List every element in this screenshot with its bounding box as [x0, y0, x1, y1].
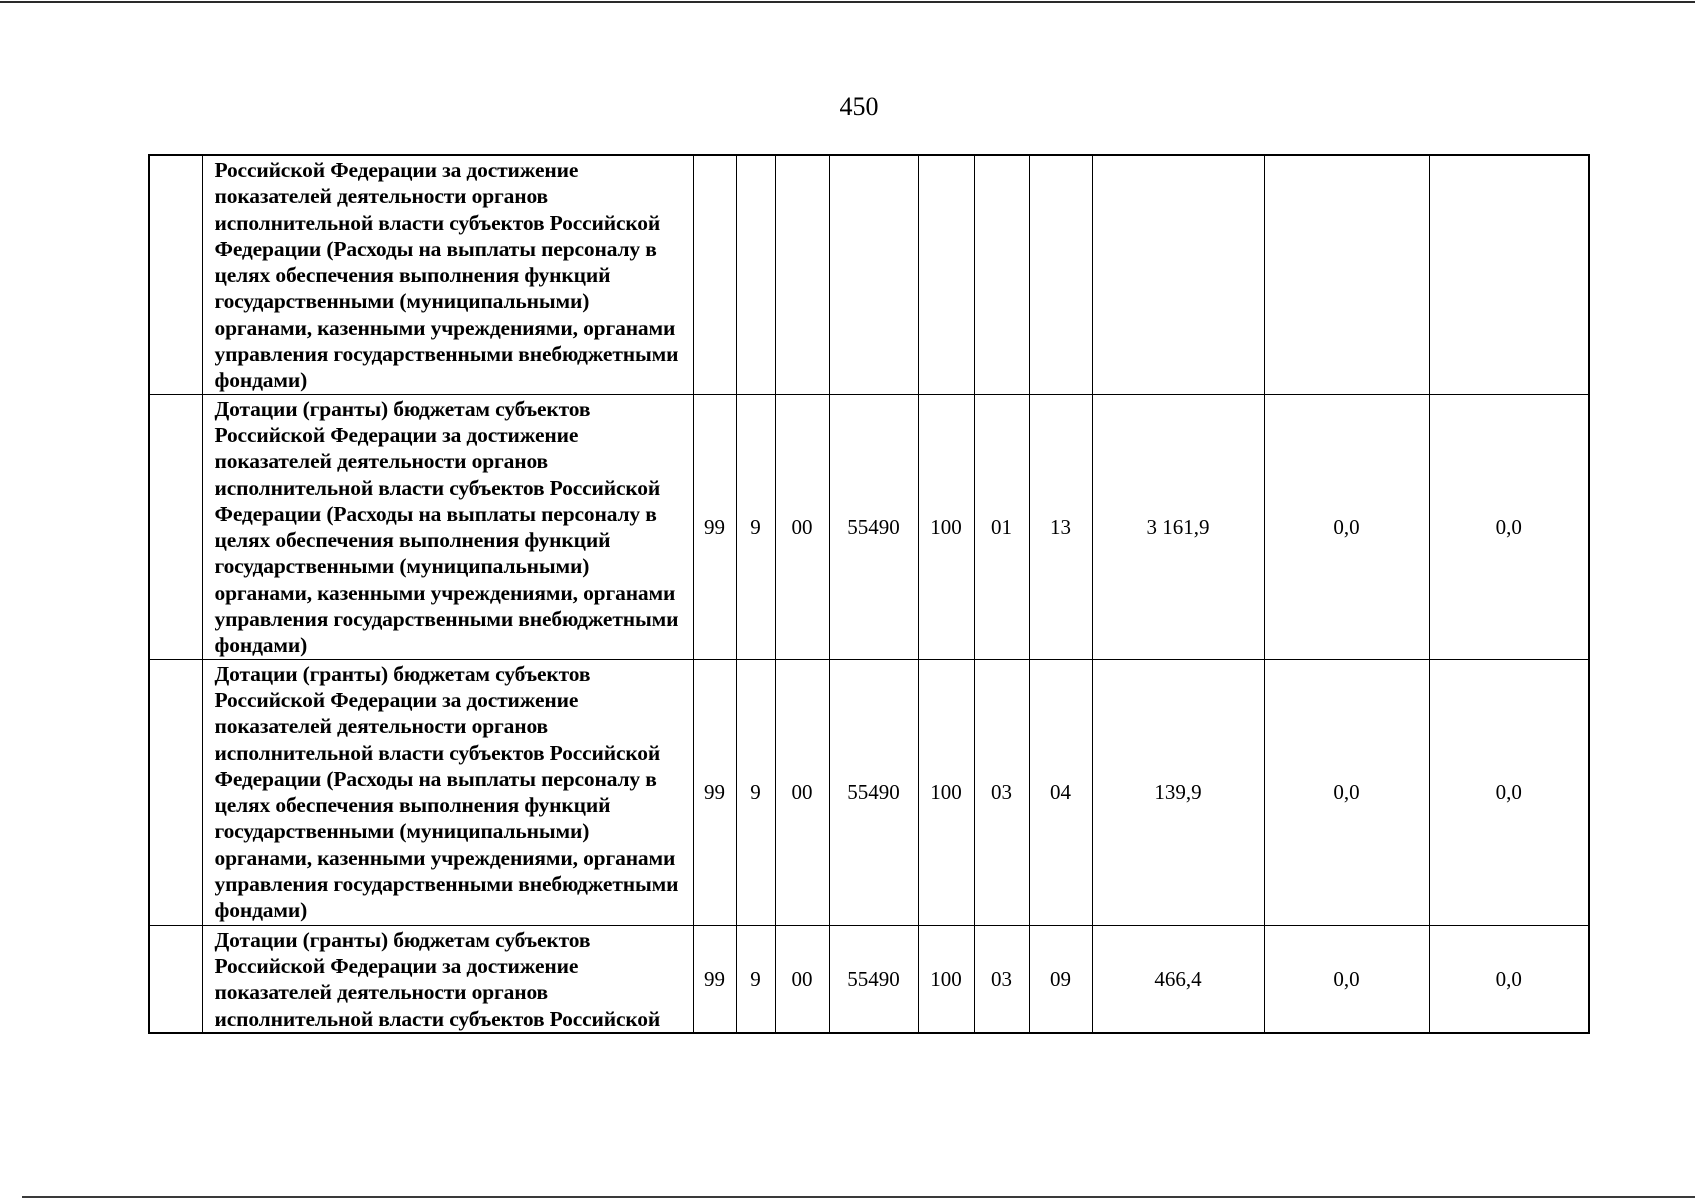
- expense-type-cell: 100: [918, 659, 974, 925]
- program-code-cell: [693, 155, 736, 394]
- direction-code-cell: [829, 155, 918, 394]
- budget-table: [148, 154, 1590, 1034]
- amount-year-1-cell: 139,9: [1092, 659, 1264, 925]
- main-event-code-cell: 00: [775, 925, 829, 1033]
- program-code-cell: 99: [693, 659, 736, 925]
- direction-code-cell: 55490: [829, 925, 918, 1033]
- subprogram-code-cell: 9: [736, 925, 775, 1033]
- amount-year-3-cell: 0,0: [1429, 659, 1589, 925]
- expense-type-cell: 100: [918, 394, 974, 659]
- subprogram-code-cell: 9: [736, 394, 775, 659]
- amount-year-1-cell: 466,4: [1092, 925, 1264, 1033]
- section-code-cell: 01: [974, 394, 1029, 659]
- main-event-code-cell: 00: [775, 659, 829, 925]
- section-code-cell: [974, 155, 1029, 394]
- table-row: [149, 659, 1589, 925]
- direction-code-cell: 55490: [829, 394, 918, 659]
- expense-type-cell: [918, 155, 974, 394]
- amount-year-3-cell: 0,0: [1429, 394, 1589, 659]
- row-index-cell: [149, 394, 202, 659]
- subsection-code-cell: 13: [1029, 394, 1092, 659]
- expense-type-cell: 100: [918, 925, 974, 1033]
- section-code-cell: 03: [974, 925, 1029, 1033]
- description-cell: Российской Федерации за достижение показателей деятельности органов исполнительной власти субъектов Российской Федерации (Расходы на выплаты персоналу в целях обеспечения выполнения функций государственными (муниципальными) органами, казенными учреждениями, органами управления государственными внебюджетными фондами): [202, 155, 693, 394]
- row-index-cell: [149, 155, 202, 394]
- bottom-scan-edge: [22, 1196, 1695, 1198]
- program-code-cell: 99: [693, 925, 736, 1033]
- subprogram-code-cell: 9: [736, 659, 775, 925]
- amount-year-2-cell: 0,0: [1264, 925, 1429, 1033]
- amount-year-2-cell: 0,0: [1264, 659, 1429, 925]
- row-index-cell: [149, 925, 202, 1033]
- amount-year-2-cell: 0,0: [1264, 394, 1429, 659]
- row-index-cell: [149, 659, 202, 925]
- section-code-cell: 03: [974, 659, 1029, 925]
- description-cell: Дотации (гранты) бюджетам субъектов Российской Федерации за достижение показателей деятельности органов исполнительной власти субъектов Российской Федерации (Расходы на выплаты персоналу в целях обеспечения выполнения функций государственными (муниципальными) органами, казенными учреждениями, органами управления государственными внебюджетными фондами): [202, 394, 693, 659]
- program-code-cell: 99: [693, 394, 736, 659]
- amount-year-1-cell: [1092, 155, 1264, 394]
- subprogram-code-cell: [736, 155, 775, 394]
- table-row: [149, 925, 1589, 1033]
- main-event-code-cell: 00: [775, 394, 829, 659]
- amount-year-3-cell: 0,0: [1429, 925, 1589, 1033]
- table-row: [149, 155, 1589, 394]
- description-cell: Дотации (гранты) бюджетам субъектов Российской Федерации за достижение показателей деятельности органов исполнительной власти субъектов Российской Федерации (Расходы на выплаты персоналу в целях обеспечения выполнения функций государственными (муниципальными) органами, казенными учреждениями, органами управления государственными внебюджетными фондами): [202, 659, 693, 925]
- subsection-code-cell: [1029, 155, 1092, 394]
- subsection-code-cell: 09: [1029, 925, 1092, 1033]
- subsection-code-cell: 04: [1029, 659, 1092, 925]
- amount-year-1-cell: 3 161,9: [1092, 394, 1264, 659]
- page-number: 450: [839, 92, 879, 121]
- direction-code-cell: 55490: [829, 659, 918, 925]
- main-event-code-cell: [775, 155, 829, 394]
- description-cell: Дотации (гранты) бюджетам субъектов Российской Федерации за достижение показателей деятельности органов исполнительной власти субъектов Российской: [202, 925, 693, 1033]
- amount-year-2-cell: [1264, 155, 1429, 394]
- amount-year-3-cell: [1429, 155, 1589, 394]
- table-row: [149, 394, 1589, 659]
- top-scan-edge: [0, 1, 1695, 3]
